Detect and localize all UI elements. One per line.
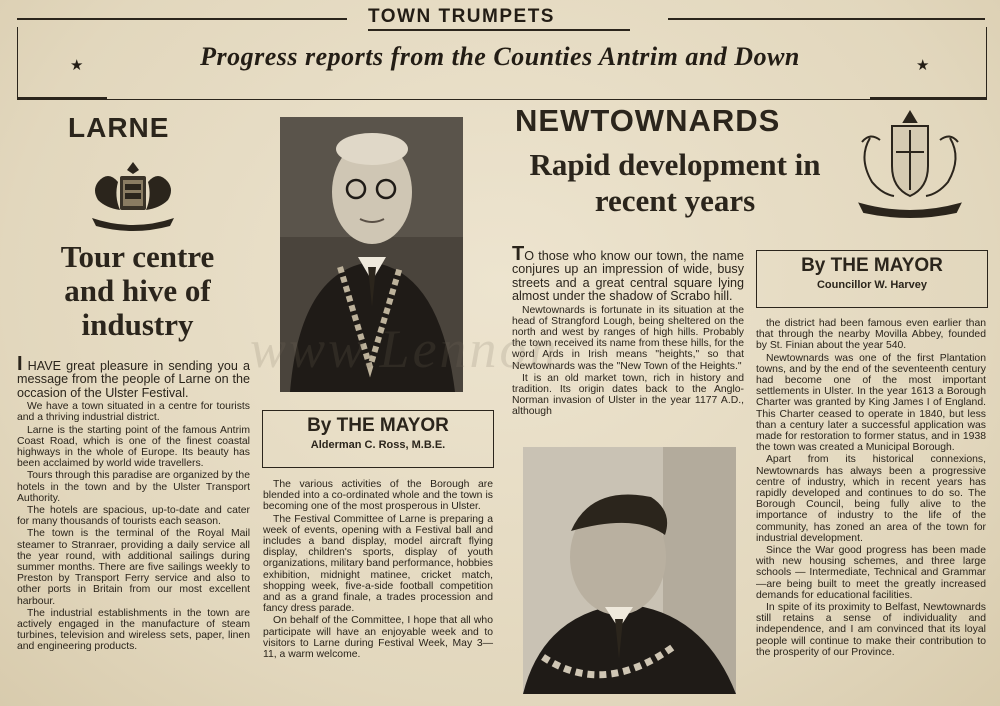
newtownards-byline-by: By THE MAYOR	[801, 255, 943, 276]
larne-heading: LARNE	[68, 112, 170, 143]
newtownards-byline-name: Councillor W. Harvey	[816, 279, 928, 291]
larne-paragraph: I HAVE great pleasure in sending you a message from the people of Larne on the occasion of the Ulster Festival.	[17, 353, 250, 400]
banner-foot-left	[17, 97, 107, 99]
banner-foot-right	[870, 97, 986, 99]
larne-subheading-line2: and hive of	[64, 273, 211, 308]
star-right-icon: ★	[916, 58, 930, 74]
larne-column-2	[263, 479, 493, 661]
larne-byline-box	[262, 410, 494, 468]
star-left-icon: ★	[70, 58, 84, 74]
newtownards-paragraph: Apart from its historical connexions, Newtownards has always been a progressive centre of industry, which in recent years has rapidly developed and continues to do so. The Borough Council, being fully alive to the importance of industry to the life of the community, has zoned an area of the town for industrial development.	[756, 454, 986, 544]
watermark: www.Lennon	[250, 319, 560, 379]
larne-subheading-line3: industry	[81, 307, 194, 342]
larne-paragraph: Tours through this paradise are organized by the hotels in the town and by the Ulster Transport Authority.	[17, 470, 250, 504]
larne-paragraph: Larne is the starting point of the famous Antrim Coast Road, which is one of the finest coastal highways in the whole of Europe. Its beauty has been acclaimed by world wide travellers.	[17, 424, 250, 470]
larne-paragraph: We have a town situated in a centre for tourists and a thriving industrial district.	[17, 401, 250, 424]
larne-paragraph: The industrial establishments in the town are actively engaged in the manufacture of steam turbines, television and wireless sets, paper, linen and engineering products.	[17, 607, 250, 653]
larne-paragraph: On behalf of the Committee, I hope that all who participate will have an enjoyable week and to visitors to Larne during Festival Week, May 3—11, a warm welcome.	[263, 615, 493, 661]
larne-subheading-line1: Tour centre	[60, 239, 215, 274]
newtownards-mayor-photo	[523, 447, 736, 694]
larne-byline-by: By THE MAYOR	[307, 415, 449, 436]
newtownards-paragraph: Newtownards was one of the first Plantation towns, and by the end of the seventeenth century had become one of the most important settlements in Ulster. In the year 1613 a Borough Charter was granted by King James I of England. This Charter ceased to operate in 1840, but less than a century later a successful application was made for restoration to former status, and in 1938 the town was created a Municipal Borough.	[756, 352, 986, 454]
header-rule-left	[17, 18, 347, 20]
larne-subheading	[20, 240, 255, 342]
header-rule-right	[668, 18, 985, 20]
series-title: TOWN TRUMPETS	[368, 6, 555, 27]
larne-paragraph: The hotels are spacious, up-to-date and cater for many thousands of tourists each season.	[17, 505, 250, 528]
newtownards-crest-icon	[850, 108, 970, 220]
larne-crest-icon	[88, 158, 178, 234]
larne-paragraph: The various activities of the Borough are blended into a co-ordinated whole and the town is becoming one of the most prosperous in Ulster.	[263, 479, 493, 513]
newtownards-subheading	[515, 147, 835, 219]
larne-paragraph: The Festival Committee of Larne is preparing a week of events, opening with a Festival ball and includes a band display, model aircraft flying display, children's sports, display of youth organizations, military band performance, hobbies exhibition, midnight matinee, cricket match, shopping week, five-a-side football competition and as a grand finale, a trades procession and fancy dress parade.	[263, 513, 493, 615]
newtownards-paragraph: Newtownards is fortunate in its situation at the head of Strangford Lough, being sheltered on the north and west by ranges of high hills. Probably the town received its name from these hills, for the word Ards in Irish means "heights," so that Newtownards was the "New Town of the Heights."	[512, 304, 744, 372]
newtownards-byline-box	[756, 250, 988, 308]
newtownards-paragraph: Since the War good progress has been made with new housing schemes, and three large schools — Intermediate, Technical and Grammar—are being built to meet the greatly increased demands for educational facilities.	[756, 545, 986, 601]
newtownards-paragraph: It is an old market town, rich in history and tradition. Its origin dates back to the Anglo-Norman invasion of Ulster in the year 1177 A.D., although	[512, 372, 744, 418]
newtownards-subheading-line2: recent years	[594, 183, 756, 218]
newtownards-paragraph: the district had been famous even earlier than that through the nearby Movilla Abbey, founded by St. Finian about the year 540.	[756, 318, 986, 352]
larne-column-1	[17, 353, 250, 654]
newtownards-column-2	[756, 318, 986, 659]
banner-text: Progress reports from the Counties Antrim and Down	[200, 42, 800, 71]
newtownards-heading: NEWTOWNARDS	[515, 103, 781, 138]
newtownards-paragraph: TO those who know our town, the name conjures up an impression of wide, busy streets and a great central square lying almost under the shadow of Scrabo hill.	[512, 243, 744, 304]
larne-byline-name: Alderman C. Ross, M.B.E.	[310, 439, 446, 451]
newtownards-subheading-line1: Rapid development in	[529, 147, 821, 182]
newtownards-paragraph: In spite of its proximity to Belfast, Newtownards still retains a sense of individuality and independence, and I am convinced that its loyal people will continue to make their contribution to the prosperity of our Province.	[756, 602, 986, 658]
larne-paragraph: The town is the terminal of the Royal Mail steamer to Stranraer, providing a daily service all the year round, with additional sailings during summer months. There are five sailings weekly to Preston by Transport Ferry service and also to other ports in Britain from our most excellent harbour.	[17, 528, 250, 607]
